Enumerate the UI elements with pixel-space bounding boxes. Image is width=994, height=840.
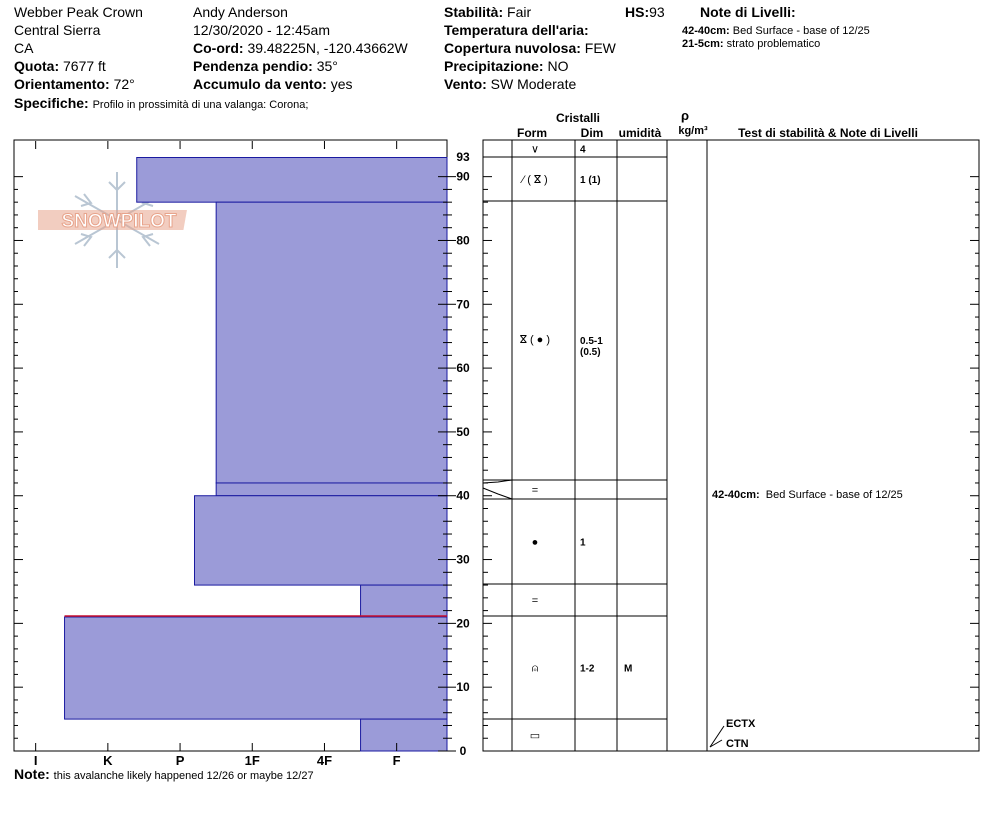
height-label-80: 80 (456, 233, 470, 248)
density-symbol-header: ρ (680, 108, 690, 123)
crystal-form-2: ⁄ ( ⴵ ) (522, 174, 548, 186)
crystal-form-8: ▭ (529, 730, 541, 742)
coord-label: Co-ord: (193, 40, 244, 56)
hardness-label-I: I (33, 753, 38, 768)
state-name: CA (14, 40, 34, 56)
test-leader-lines (710, 726, 724, 747)
crystal-size-1: 4 (580, 144, 586, 156)
layer-note-1-range: 42-40cm: (682, 25, 730, 37)
crystals-header: Cristalli (555, 111, 601, 125)
layer-notes-title: Note di Livelli: (700, 4, 796, 20)
location-name: Webber Peak Crown (14, 4, 143, 20)
crystal-size-5: 1 (580, 537, 586, 549)
layer-note-2-range: 21-5cm: (682, 38, 724, 50)
hardness-label-K: K (103, 753, 113, 768)
crystal-moisture-7: M (624, 663, 633, 675)
test-result-ctn: CTN (726, 738, 749, 750)
coord-value: 39.48225N, -120.43662W (247, 40, 408, 56)
wind-label: Vento: (444, 76, 487, 92)
cloud-label: Copertura nuvolosa: (444, 40, 581, 56)
slope-value: 35° (316, 58, 338, 74)
hs-label: HS: (625, 4, 650, 20)
crystal-form-3: ⴵ ( ● ) (519, 334, 551, 346)
elevation-value: 7677 ft (63, 58, 106, 74)
specifics-value: Profilo in prossimità di una valanga: Corona; (92, 99, 309, 111)
height-label-0: 0 (459, 744, 467, 758)
cloud-value: FEW (584, 40, 616, 56)
observer-name: Andy Anderson (193, 4, 288, 20)
stability-value: Fair (507, 4, 532, 20)
table-frame (483, 140, 979, 751)
crystal-form-6: = (531, 595, 539, 607)
hs-value: 93 (649, 4, 665, 20)
precip-label: Precipitazione: (444, 58, 544, 74)
logo-text: SNOWPILOT (61, 211, 177, 232)
height-label-70: 70 (456, 297, 470, 312)
slope-label: Pendenza pendio: (193, 58, 313, 74)
crystal-form-7: ⍝ (531, 662, 539, 675)
stability-label: Stabilità: (444, 4, 504, 20)
wind-loading-value: yes (330, 76, 353, 92)
form-header: Form (517, 126, 547, 140)
height-label-30: 30 (456, 552, 470, 567)
wind-loading-label: Accumulo da vento: (193, 76, 327, 92)
precip-value: NO (547, 58, 569, 74)
hardness-label-1F: 1F (244, 753, 260, 768)
hardness-label-F: F (392, 753, 401, 768)
bed-surface-note (712, 489, 903, 501)
crystal-size-7: 1-2 (580, 663, 595, 675)
boundary-kink-lower (483, 488, 512, 499)
hardness-label-4F: 4F (316, 753, 333, 768)
crystal-form-1: ∨ (530, 143, 540, 156)
range-name: Central Sierra (14, 22, 101, 38)
aspect-label: Orientamento: (14, 76, 110, 92)
layer-note-1-text: Bed Surface - base of 12/25 (732, 25, 870, 37)
test-result-ectx: ECTX (726, 718, 756, 730)
hardness-label-P: P (175, 753, 185, 768)
height-label-50: 50 (456, 424, 470, 439)
bed-surface-note-range: 42-40cm: (712, 489, 760, 501)
observation-datetime: 12/30/2020 - 12:45am (193, 22, 330, 38)
height-label-90: 90 (456, 169, 470, 184)
layer-note-2-text: strato problematico (726, 38, 821, 50)
specifics-label: Specifiche: (14, 95, 89, 111)
moisture-header: umidità (618, 126, 662, 140)
crystal-size2-3: (0.5) (580, 347, 601, 358)
tests-header: Test di stabilità & Note di Livelli (738, 126, 918, 140)
height-label-40: 40 (456, 488, 470, 503)
height-label-20: 20 (456, 616, 470, 631)
wind-value: SW Moderate (490, 76, 577, 92)
crystal-size-2: 1 (1) (580, 175, 601, 186)
crystal-size-3: 0.5-1 (580, 336, 603, 347)
height-label-60: 60 (456, 361, 470, 376)
elevation-label: Quota: (14, 58, 60, 74)
air-temp-label: Temperatura dell'aria: (444, 22, 589, 38)
crystal-form-4: = (531, 484, 539, 497)
size-header: Dim (580, 126, 604, 140)
density-unit-header: kg/m³ (678, 125, 708, 137)
bed-surface-note-text: Bed Surface - base of 12/25 (765, 489, 903, 501)
crystal-form-5: ● (531, 536, 539, 549)
aspect-value: 72° (113, 76, 135, 92)
footer-note-text: this avalanche likely happened 12/26 or maybe 12/27 (53, 770, 314, 782)
height-label-10: 10 (456, 680, 470, 695)
height-label-hs: 93 (456, 150, 470, 164)
footer-note-label: Note: (14, 766, 50, 782)
